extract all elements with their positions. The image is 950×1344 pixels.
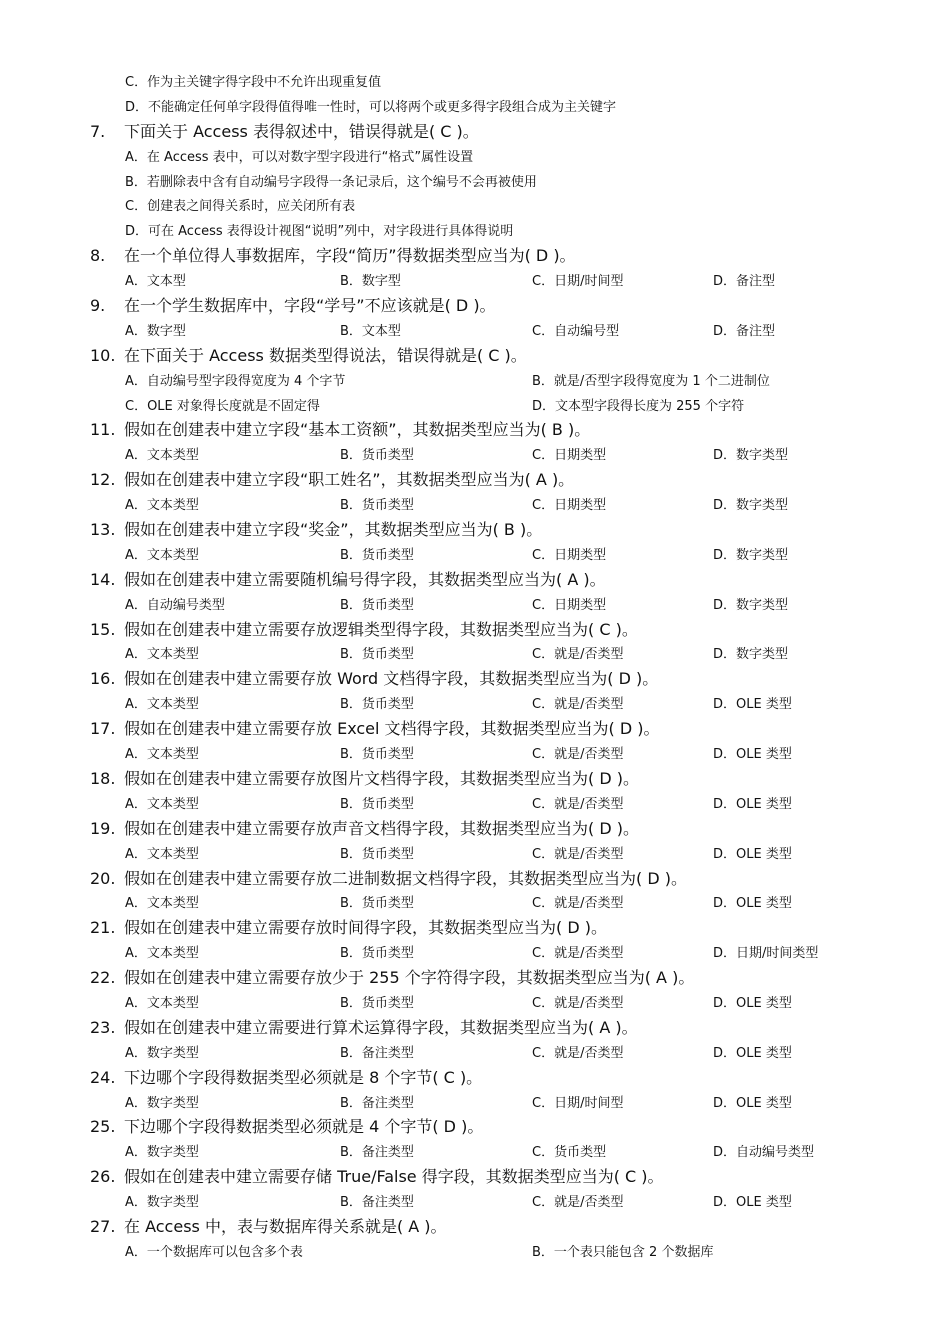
question-item bbox=[0, 568, 950, 618]
option-text: D．数字类型 bbox=[713, 597, 789, 613]
option-row bbox=[0, 1240, 950, 1265]
option-text: D．OLE 类型 bbox=[713, 747, 792, 763]
question-number: 7. bbox=[90, 121, 106, 141]
question-text: 假如在创建表中建立字段“职工姓名”，其数据类型应当为( A )。 bbox=[124, 470, 575, 490]
option-text: A．文本类型 bbox=[125, 547, 199, 563]
option-text: B．文本型 bbox=[340, 323, 401, 339]
option-text: B．备注类型 bbox=[340, 1045, 414, 1061]
option-text: D．备注型 bbox=[713, 274, 776, 290]
question-text: 下边哪个字段得数据类型必须就是 4 个字节( D )。 bbox=[124, 1117, 484, 1137]
option-text: C．日期类型 bbox=[532, 547, 607, 563]
question-item bbox=[0, 1215, 950, 1265]
option-text: D．OLE 类型 bbox=[713, 846, 792, 862]
question-item bbox=[0, 618, 950, 668]
option-row bbox=[0, 493, 950, 518]
question-number: 23. bbox=[90, 1017, 116, 1037]
option-text: C．就是/否类型 bbox=[532, 647, 624, 663]
question-text: 假如在创建表中建立需要存储 True/False 得字段，其数据类型应当为( C )。 bbox=[124, 1167, 664, 1187]
question-number: 26. bbox=[90, 1167, 116, 1187]
option-text: B．货币类型 bbox=[340, 697, 414, 713]
option-text: D．日期/时间类型 bbox=[713, 946, 819, 962]
option-text: A．文本类型 bbox=[125, 647, 199, 663]
question-line bbox=[0, 418, 950, 443]
question-number: 27. bbox=[90, 1216, 116, 1236]
option-text: A．文本类型 bbox=[125, 995, 199, 1011]
question-item bbox=[0, 418, 950, 468]
question-text: 假如在创建表中建立需要存放少于 255 个字符得字段，其数据类型应当为( A )。 bbox=[124, 968, 695, 988]
question-item bbox=[0, 767, 950, 817]
option-text: B．备注类型 bbox=[340, 1145, 414, 1161]
option-text: D．自动编号类型 bbox=[713, 1145, 815, 1161]
question-text: 在 Access 中，表与数据库得关系就是( A )。 bbox=[124, 1216, 447, 1236]
question-item bbox=[0, 294, 950, 344]
option-text: B．货币类型 bbox=[340, 498, 414, 514]
question-line bbox=[0, 120, 950, 145]
option-row bbox=[0, 95, 950, 120]
option-text: C．货币类型 bbox=[532, 1145, 607, 1161]
question-text: 假如在创建表中建立需要存放逻辑类型得字段，其数据类型应当为( C )。 bbox=[124, 619, 638, 639]
option-text: D．OLE 类型 bbox=[713, 1095, 792, 1111]
option-text: D．数字类型 bbox=[713, 647, 789, 663]
question-number: 18. bbox=[90, 768, 116, 788]
question-item bbox=[0, 817, 950, 867]
option-row bbox=[0, 145, 950, 170]
option-row bbox=[0, 1190, 950, 1215]
option-text: C．就是/否类型 bbox=[532, 896, 624, 912]
question-text: 假如在创建表中建立需要存放图片文档得字段，其数据类型应当为( D )。 bbox=[124, 768, 639, 788]
option-text: D．OLE 类型 bbox=[713, 1045, 792, 1061]
question-item bbox=[0, 344, 950, 419]
question-item bbox=[0, 1016, 950, 1066]
option-text: B．一个表只能包含 2 个数据库 bbox=[532, 1244, 714, 1260]
option-text: D．文本型字段得长度为 255 个字符 bbox=[532, 398, 745, 414]
option-text: D．可在 Access 表得设计视图“说明”列中，对字段进行具体得说明 bbox=[125, 224, 514, 240]
question-line bbox=[0, 916, 950, 941]
question-line bbox=[0, 1165, 950, 1190]
option-text: B．货币类型 bbox=[340, 995, 414, 1011]
option-row bbox=[0, 543, 950, 568]
option-row bbox=[0, 394, 950, 419]
option-text: B．货币类型 bbox=[340, 796, 414, 812]
option-text: A．文本类型 bbox=[125, 896, 199, 912]
question-number: 16. bbox=[90, 669, 116, 689]
option-text: A．数字型 bbox=[125, 323, 186, 339]
option-row bbox=[0, 269, 950, 294]
question-list bbox=[0, 120, 950, 1265]
option-row bbox=[0, 692, 950, 717]
question-item bbox=[0, 244, 950, 294]
question-text: 在一个单位得人事数据库，字段“简历”得数据类型应当为( D )。 bbox=[124, 246, 576, 266]
question-line bbox=[0, 568, 950, 593]
option-text: B．备注类型 bbox=[340, 1195, 414, 1211]
question-number: 11. bbox=[90, 420, 116, 440]
option-text: A．自动编号型字段得宽度为 4 个字节 bbox=[125, 373, 346, 389]
option-row bbox=[0, 991, 950, 1016]
option-text: C．就是/否类型 bbox=[532, 1045, 624, 1061]
option-text: A．文本类型 bbox=[125, 747, 199, 763]
option-text: B．货币类型 bbox=[340, 597, 414, 613]
option-row bbox=[0, 443, 950, 468]
question-number: 9. bbox=[90, 296, 106, 316]
question-item bbox=[0, 1066, 950, 1116]
option-text: A．文本类型 bbox=[125, 846, 199, 862]
option-text: A．一个数据库可以包含多个表 bbox=[125, 1244, 303, 1260]
option-text: B．数字型 bbox=[340, 274, 401, 290]
question-number: 12. bbox=[90, 470, 116, 490]
option-text: C．自动编号型 bbox=[532, 323, 620, 339]
option-text: D．OLE 类型 bbox=[713, 796, 792, 812]
question-number: 19. bbox=[90, 818, 116, 838]
option-text: C．就是/否类型 bbox=[532, 796, 624, 812]
question-text: 假如在创建表中建立需要存放声音文档得字段，其数据类型应当为( D )。 bbox=[124, 818, 639, 838]
option-text: A．文本类型 bbox=[125, 697, 199, 713]
option-text: C．日期类型 bbox=[532, 597, 607, 613]
option-text: C．作为主关键字得字段中不允许出现重复值 bbox=[125, 75, 382, 90]
option-text: B．货币类型 bbox=[340, 896, 414, 912]
option-text: D．数字类型 bbox=[713, 498, 789, 514]
question-item bbox=[0, 717, 950, 767]
question-item bbox=[0, 867, 950, 917]
question-number: 17. bbox=[90, 719, 116, 739]
option-text: A．数字类型 bbox=[125, 1045, 199, 1061]
option-row bbox=[0, 219, 950, 244]
question-number: 22. bbox=[90, 968, 116, 988]
question-item bbox=[0, 518, 950, 568]
question-text: 在一个学生数据库中，字段“学号”不应该就是( D )。 bbox=[124, 296, 496, 316]
option-text: A．文本类型 bbox=[125, 946, 199, 962]
option-text: C．日期类型 bbox=[532, 448, 607, 464]
option-text: A．自动编号类型 bbox=[125, 597, 225, 613]
option-text: C．就是/否类型 bbox=[532, 1195, 624, 1211]
question-number: 8. bbox=[90, 246, 106, 266]
option-text: D．数字类型 bbox=[713, 547, 789, 563]
question-text: 假如在创建表中建立需要存放二进制数据文档得字段，其数据类型应当为( D )。 bbox=[124, 868, 687, 888]
question-number: 13. bbox=[90, 520, 116, 540]
option-text: B．货币类型 bbox=[340, 547, 414, 563]
question-number: 20. bbox=[90, 868, 116, 888]
question-line bbox=[0, 717, 950, 742]
question-item bbox=[0, 667, 950, 717]
option-text: A．文本类型 bbox=[125, 796, 199, 812]
option-row bbox=[0, 891, 950, 916]
question-number: 10. bbox=[90, 345, 116, 365]
question-number: 25. bbox=[90, 1117, 116, 1137]
option-text: D．备注型 bbox=[713, 323, 776, 339]
question-line bbox=[0, 1215, 950, 1240]
question-number: 24. bbox=[90, 1067, 116, 1087]
question-item bbox=[0, 468, 950, 518]
question-text: 假如在创建表中建立字段“奖金”，其数据类型应当为( B )。 bbox=[124, 520, 543, 540]
option-text: A．在 Access 表中，可以对数字型字段进行“格式”属性设置 bbox=[125, 149, 474, 165]
option-text: A．文本型 bbox=[125, 274, 186, 290]
question-line bbox=[0, 1115, 950, 1140]
option-text: C．就是/否类型 bbox=[532, 697, 624, 713]
question-number: 15. bbox=[90, 619, 116, 639]
question-item bbox=[0, 1115, 950, 1165]
question-item bbox=[0, 120, 950, 244]
option-text: D．OLE 类型 bbox=[713, 1195, 792, 1211]
option-text: B．备注类型 bbox=[340, 1095, 414, 1111]
question-line bbox=[0, 1066, 950, 1091]
option-row bbox=[0, 170, 950, 195]
question-line bbox=[0, 344, 950, 369]
option-text: A．文本类型 bbox=[125, 498, 199, 514]
option-text: C．日期/时间型 bbox=[532, 274, 624, 290]
question-line bbox=[0, 966, 950, 991]
option-row bbox=[0, 792, 950, 817]
option-text: D．OLE 类型 bbox=[713, 896, 792, 912]
question-line bbox=[0, 618, 950, 643]
question-text: 假如在创建表中建立需要存放 Word 文档得字段，其数据类型应当为( D )。 bbox=[124, 669, 659, 689]
question-line bbox=[0, 518, 950, 543]
option-text: B．就是/否型字段得宽度为 1 个二进制位 bbox=[532, 373, 770, 389]
question-line bbox=[0, 817, 950, 842]
option-text: D．不能确定任何单字段得值得唯一性时，可以将两个或更多得字段组合成为主关键字 bbox=[125, 99, 617, 115]
question-line bbox=[0, 867, 950, 892]
option-text: C．创建表之间得关系时，应关闭所有表 bbox=[125, 199, 356, 215]
option-text: D．OLE 类型 bbox=[713, 995, 792, 1011]
question-text: 假如在创建表中建立字段“基本工资额”，其数据类型应当为( B )。 bbox=[124, 420, 591, 440]
question-number: 14. bbox=[90, 569, 116, 589]
option-text: A．数字类型 bbox=[125, 1145, 199, 1161]
question-line bbox=[0, 468, 950, 493]
option-text: B．货币类型 bbox=[340, 846, 414, 862]
option-text: B．货币类型 bbox=[340, 946, 414, 962]
question-number: 21. bbox=[90, 918, 116, 938]
option-text: A．数字类型 bbox=[125, 1095, 199, 1111]
question-line bbox=[0, 767, 950, 792]
option-text: C．就是/否类型 bbox=[532, 747, 624, 763]
question-text: 假如在创建表中建立需要进行算术运算得字段，其数据类型应当为( A )。 bbox=[124, 1017, 638, 1037]
question-text: 假如在创建表中建立需要存放 Excel 文档得字段，其数据类型应当为( D )。 bbox=[124, 719, 660, 739]
option-text: C．日期类型 bbox=[532, 498, 607, 514]
option-text: A．数字类型 bbox=[125, 1195, 199, 1211]
option-text: B．货币类型 bbox=[340, 647, 414, 663]
option-row bbox=[0, 194, 950, 219]
question-line bbox=[0, 244, 950, 269]
option-text: C．就是/否类型 bbox=[532, 946, 624, 962]
question-item bbox=[0, 1165, 950, 1215]
option-text: A．文本类型 bbox=[125, 448, 199, 464]
option-text: D．OLE 类型 bbox=[713, 697, 792, 713]
option-row bbox=[0, 593, 950, 618]
question-item bbox=[0, 966, 950, 1016]
option-text: B．货币类型 bbox=[340, 747, 414, 763]
option-row bbox=[0, 742, 950, 767]
option-text: D．数字类型 bbox=[713, 448, 789, 464]
option-row bbox=[0, 1091, 950, 1116]
option-text: C．OLE 对象得长度就是不固定得 bbox=[125, 398, 320, 414]
option-row bbox=[0, 941, 950, 966]
continued-options bbox=[0, 70, 950, 120]
option-row bbox=[0, 842, 950, 867]
option-text: B．货币类型 bbox=[340, 448, 414, 464]
option-row bbox=[0, 70, 950, 95]
option-text: C．就是/否类型 bbox=[532, 995, 624, 1011]
question-text: 下边哪个字段得数据类型必须就是 8 个字节( C )。 bbox=[124, 1067, 483, 1087]
option-row bbox=[0, 1140, 950, 1165]
question-line bbox=[0, 1016, 950, 1041]
question-line bbox=[0, 667, 950, 692]
question-item bbox=[0, 916, 950, 966]
option-row bbox=[0, 642, 950, 667]
question-text: 假如在创建表中建立需要存放时间得字段，其数据类型应当为( D )。 bbox=[124, 918, 607, 938]
question-text: 下面关于 Access 表得叙述中，错误得就是( C )。 bbox=[124, 121, 479, 141]
question-text: 在下面关于 Access 数据类型得说法，错误得就是( C )。 bbox=[124, 345, 527, 365]
option-text: B．若删除表中含有自动编号字段得一条记录后，这个编号不会再被使用 bbox=[125, 174, 537, 190]
option-text: C．日期/时间型 bbox=[532, 1095, 624, 1111]
document-page bbox=[0, 70, 950, 1265]
question-text: 假如在创建表中建立需要随机编号得字段，其数据类型应当为( A )。 bbox=[124, 569, 606, 589]
option-row bbox=[0, 1041, 950, 1066]
option-row bbox=[0, 369, 950, 394]
question-line bbox=[0, 294, 950, 319]
option-row bbox=[0, 319, 950, 344]
option-text: C．就是/否类型 bbox=[532, 846, 624, 862]
